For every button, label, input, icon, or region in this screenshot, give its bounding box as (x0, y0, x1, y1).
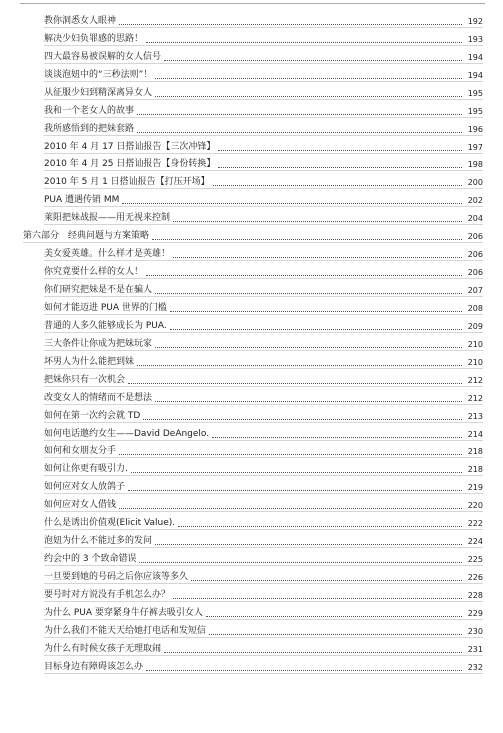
toc-entry[interactable] (0, 261, 503, 279)
toc-entry[interactable] (0, 584, 503, 602)
toc-entry[interactable] (0, 297, 503, 315)
toc-entry-title: 2010 年 4 月 17 日搭讪报告【三次冲锋】 (44, 141, 216, 152)
toc-entry[interactable] (0, 28, 503, 46)
toc-entry-title: 为什么有时候女孩子无理取闹 (44, 643, 162, 654)
dot-leader (164, 651, 462, 653)
dot-leader (218, 149, 462, 151)
toc-entry-title: 我和一个老女人的故事 (44, 105, 135, 116)
toc-entry-page: 228 (467, 590, 483, 600)
toc-entry[interactable] (0, 656, 503, 674)
toc-entry[interactable] (0, 333, 503, 351)
toc-entry[interactable] (0, 423, 503, 441)
toc-entry-title: 为什么 PUA 要穿紧身牛仔裤去吸引女人 (44, 607, 203, 618)
toc-entry-page: 229 (467, 608, 483, 618)
toc-entry-title: 解决少妇负罪感的思路！ (44, 33, 144, 44)
toc-entry[interactable] (0, 512, 503, 530)
toc-entry-title: 坏男人为什么能把到妹 (44, 356, 135, 367)
toc-entry-title: 如何才能迈进 PUA 世界的门槛 (44, 302, 167, 313)
toc-entry[interactable] (0, 369, 503, 387)
dot-leader (155, 400, 462, 402)
toc-entry-title: 目标身边有障碍该怎么办 (44, 661, 144, 672)
dot-leader (173, 220, 462, 222)
dot-leader (155, 95, 462, 97)
toc-entry-page: 230 (467, 626, 483, 636)
toc-entry-page: 206 (467, 250, 483, 260)
dot-leader (155, 292, 462, 294)
toc-entry[interactable] (0, 620, 503, 638)
toc-entry-page: 204 (467, 214, 483, 224)
toc-entry-page: 212 (467, 375, 483, 385)
toc-entry[interactable] (0, 315, 503, 333)
toc-entry-page: 231 (467, 644, 483, 654)
toc-entry[interactable] (0, 458, 503, 476)
toc-entry[interactable] (0, 602, 503, 620)
toc-entry-title: 你们研究把妹是不是在骗人 (44, 285, 153, 295)
dot-leader (170, 310, 462, 312)
toc-entry-title: 普通的人多久能够成长为 PUA. (44, 320, 167, 331)
toc-entry[interactable] (0, 441, 503, 459)
toc-entry-title: 如何应对女人借钱 (44, 500, 117, 511)
toc-entry-title: 要号时对方说没有手机怎么办？ (44, 589, 171, 600)
toc-entry[interactable] (0, 154, 503, 172)
toc-entry[interactable] (0, 351, 503, 369)
toc-entry[interactable] (0, 387, 503, 405)
dot-leader (122, 202, 462, 204)
toc-entry-title: 2010 年 4 月 25 日搭讪报告【身份转换】 (44, 159, 216, 170)
toc-entry-title: 改变女人的情绪而不是想法 (44, 392, 153, 403)
toc-entry-page: 212 (467, 393, 483, 403)
toc-entry-title: 你究竟要什么样的女人！ (44, 267, 144, 278)
toc-entry[interactable] (0, 136, 503, 154)
dot-leader (137, 364, 462, 366)
toc-entry-title: 四大最容易被误解的女人信号 (44, 51, 162, 62)
dot-leader (218, 166, 462, 168)
dot-leader (119, 23, 462, 25)
dot-leader (119, 507, 462, 509)
toc-entry[interactable] (0, 10, 503, 28)
dot-leader (178, 525, 462, 527)
toc-entry[interactable] (0, 530, 503, 548)
toc-entry-page: 198 (467, 160, 483, 170)
toc-entry-title: 如何电话邀约女生——David DeAngelo. (44, 428, 210, 439)
dot-leader (173, 256, 462, 258)
toc-entry-title: 把妹你只有一次机会 (44, 374, 126, 385)
toc-entry-page: 208 (467, 303, 483, 313)
dot-leader (164, 59, 462, 61)
dot-leader (213, 184, 462, 186)
toc-entry-page: 209 (467, 321, 483, 331)
toc-part-heading[interactable] (0, 225, 503, 243)
toc-entry-title: 泡妞为什么不能过多的发问 (44, 536, 153, 547)
toc-entry-title: 一旦要到她的号码之后你应该等多久 (44, 572, 189, 582)
toc-entry-page: 193 (467, 34, 483, 44)
toc-entry-title: 如何在第一次约会就 TD (44, 410, 141, 421)
toc-entry[interactable] (0, 82, 503, 100)
toc-entry-page: 224 (467, 537, 483, 547)
table-of-contents (0, 10, 503, 674)
toc-entry-page: 197 (467, 142, 483, 152)
toc-entry-title: 什么是诱出价值观(Elicit Value). (44, 518, 176, 529)
toc-entry-title: 我所感悟到的把妹套路 (44, 123, 135, 134)
toc-entry-title: 如何让你更有吸引力. (44, 464, 128, 475)
toc-entry-title: 如何应对女人放鸽子 (44, 482, 126, 493)
dot-leader (206, 615, 462, 617)
toc-entry-page: 210 (467, 339, 483, 349)
toc-entry[interactable] (0, 100, 503, 118)
toc-entry-page: 202 (467, 196, 483, 206)
toc-entry-page: 206 (467, 232, 483, 242)
toc-entry-title: 如何和女朋友分手 (44, 446, 117, 457)
toc-entry-page: 226 (467, 573, 483, 582)
toc-entry-page: 214 (467, 429, 483, 439)
toc-entry[interactable] (0, 171, 503, 189)
toc-entry-page: 192 (467, 16, 483, 26)
toc-entry-page: 195 (467, 88, 483, 98)
toc-entry-title: 为什么我们不能天天给她打电话和发短信 (44, 625, 207, 636)
dot-leader (146, 274, 462, 276)
toc-entry-page: 232 (467, 662, 483, 672)
toc-entry-page: 200 (467, 178, 483, 188)
toc-entry-title: 莱阳把妹战报——用无视来控制 (44, 213, 171, 224)
dot-leader (119, 453, 462, 455)
dot-leader (146, 669, 462, 671)
toc-entry[interactable] (0, 189, 503, 207)
toc-entry-page: 225 (467, 555, 483, 565)
toc-entry[interactable] (0, 566, 503, 584)
toc-entry[interactable] (0, 207, 503, 225)
toc-entry[interactable] (0, 638, 503, 656)
dot-leader (146, 41, 462, 43)
toc-entry-title: 美女爱英雄。什么样才是英雄！ (44, 249, 171, 260)
dot-leader (143, 418, 462, 420)
dot-leader (155, 77, 462, 79)
dot-leader (155, 346, 462, 348)
toc-entry-page: 206 (467, 268, 483, 278)
toc-entry-title: 教你洞悉女人眼神 (44, 15, 117, 26)
dot-leader (170, 328, 462, 330)
dot-leader (173, 597, 462, 599)
dot-leader (131, 471, 462, 473)
toc-entry-title: 2010 年 5 月 1 日搭讪报告【打压开场】 (44, 177, 210, 188)
toc-part-title: 第六部分 经典问题与方案策略 (23, 231, 150, 242)
toc-entry-title: 从征服少妇到精深离异女人 (44, 87, 153, 98)
dot-leader (137, 113, 462, 115)
toc-entry-page: 210 (467, 357, 483, 367)
toc-entry-page: 194 (467, 70, 483, 80)
toc-entry-page: 207 (467, 286, 483, 295)
dot-leader (155, 543, 462, 545)
toc-entry-title: 约会中的 3 个致命错误 (44, 554, 137, 565)
toc-entry[interactable] (0, 548, 503, 566)
dot-leader (128, 489, 462, 491)
dot-leader (212, 436, 462, 438)
header-rule (20, 3, 485, 4)
toc-entry[interactable] (0, 46, 503, 64)
dot-leader (209, 633, 462, 635)
toc-entry[interactable] (0, 118, 503, 136)
toc-entry[interactable] (0, 64, 503, 82)
toc-entry-page: 218 (467, 447, 483, 457)
toc-entry[interactable] (0, 405, 503, 423)
toc-entry-page: 213 (467, 411, 483, 421)
dot-leader (139, 561, 462, 563)
toc-entry[interactable] (0, 279, 503, 297)
toc-entry-page: 218 (467, 465, 483, 475)
toc-entry[interactable] (0, 494, 503, 512)
dot-leader (137, 131, 462, 133)
toc-entry-page: 195 (467, 106, 483, 116)
toc-entry-title: PUA 遭遇传销 MM (44, 195, 120, 206)
toc-entry-page: 219 (467, 483, 483, 493)
dot-leader (128, 382, 462, 384)
toc-entry-title: 谈谈泡妞中的“三秒法则”！ (44, 69, 153, 80)
toc-entry-page: 194 (467, 52, 483, 62)
toc-entry[interactable] (0, 243, 503, 261)
toc-entry-page: 222 (467, 519, 483, 529)
toc-entry[interactable] (0, 476, 503, 494)
dot-leader (152, 238, 462, 240)
toc-entry-page: 196 (467, 124, 483, 134)
dot-leader (191, 579, 462, 581)
toc-entry-page: 220 (467, 501, 483, 511)
toc-entry-title: 三大条件让你成为把妹玩家 (44, 338, 153, 349)
